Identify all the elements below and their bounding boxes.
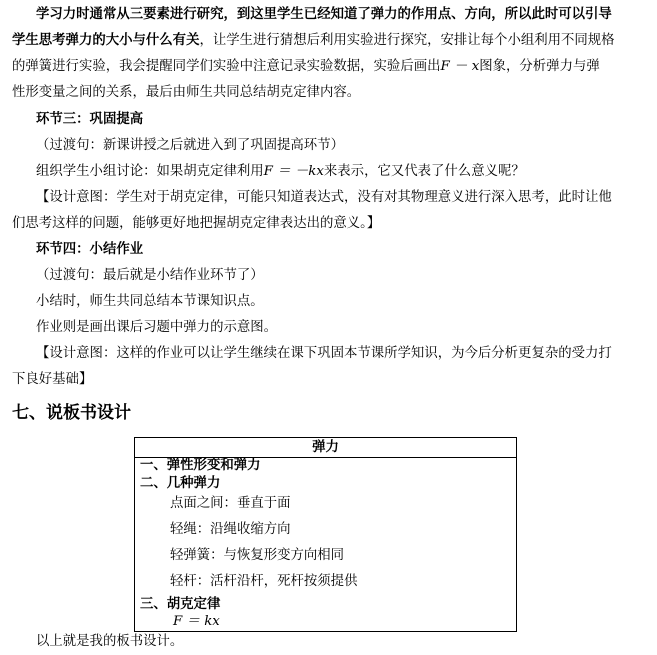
board-sub3: 轻弹簧：与恢复形变方向相同 [170, 548, 345, 563]
section3-discussion-post: 来表示，它又代表了什么意义呢？ [323, 164, 525, 179]
section3-discussion-math: F ＝ －kx [263, 164, 324, 179]
board-title: 弹力 [312, 440, 339, 455]
paragraph1-line3-post: 图象，分析弹力与弹 [479, 59, 600, 74]
section4-intent-line1: 【设计意图：这样的作业可以让学生继续在课下巩固本节课所学知识，为今后分析更复杂的受力打 [36, 346, 612, 361]
paragraph1-line2-rest: ，让学生进行猜想后利用实验进行探究，安排让每个小组利用不同规格 [199, 33, 615, 48]
section7-heading: 七、说板书设计 [12, 403, 131, 423]
section4-intent-line2: 下良好基础】 [12, 372, 93, 387]
section3-transition: （过渡句：新课讲授之后就进入到了巩固提高环节） [36, 138, 344, 153]
section3-intent-line2: 们思考这样的问题，能够更好地把握胡克定律表达出的意义。】 [12, 216, 381, 231]
board-sub1: 点面之间：垂直于面 [170, 496, 291, 511]
section3-intent-line1: 【设计意图：学生对于胡克定律，可能只知道表达式，没有对其物理意义进行深入思考，此时让他 [36, 190, 612, 205]
section3-discussion [36, 163, 525, 181]
paragraph1-line4: 性形变量之间的关系，最后由师生共同总结胡克定律内容。 [12, 85, 361, 100]
board-item2: 二、几种弹力 [140, 476, 221, 491]
paragraph1-line1: 学习力时通常从三要素进行研究，到这里学生已经知道了弹力的作用点、方向，所以此时可以引导 [36, 7, 612, 22]
board-sub2: 轻绳：沿绳收缩方向 [170, 522, 291, 537]
section4-heading: 环节四：小结作业 [36, 242, 144, 257]
paragraph1-line3-pre: 的弹簧进行实验，我会提醒同学们实验中注意记录实验数据，实验后画出 [12, 59, 441, 74]
section4-summary: 小结时，师生共同总结本节课知识点。 [36, 294, 264, 309]
board-item1: 一、弹性形变和弹力 [140, 458, 261, 473]
section3-discussion-pre: 组织学生小组讨论：如果胡克定律利用 [36, 164, 264, 179]
paragraph1-line2-bold: 学生思考弹力的大小与什么有关 [12, 33, 200, 48]
section4-homework: 作业则是画出课后习题中弹力的示意图。 [36, 320, 278, 335]
section4-transition: （过渡句：最后就是小结作业环节了） [36, 268, 264, 283]
closing-line: 以上就是我的板书设计。 [36, 634, 184, 649]
board-formula: F ＝ kx [173, 614, 220, 629]
paragraph1-line2 [12, 32, 615, 50]
board-sub4: 轻杆：活杆沿杆，死杆按须提供 [170, 574, 358, 589]
paragraph1-line3 [12, 58, 600, 76]
section3-heading: 环节三：巩固提高 [36, 112, 144, 127]
paragraph1-line3-math: F － x [440, 59, 480, 74]
blackboard-design-box [134, 437, 517, 632]
board-item3: 三、胡克定律 [140, 597, 221, 612]
